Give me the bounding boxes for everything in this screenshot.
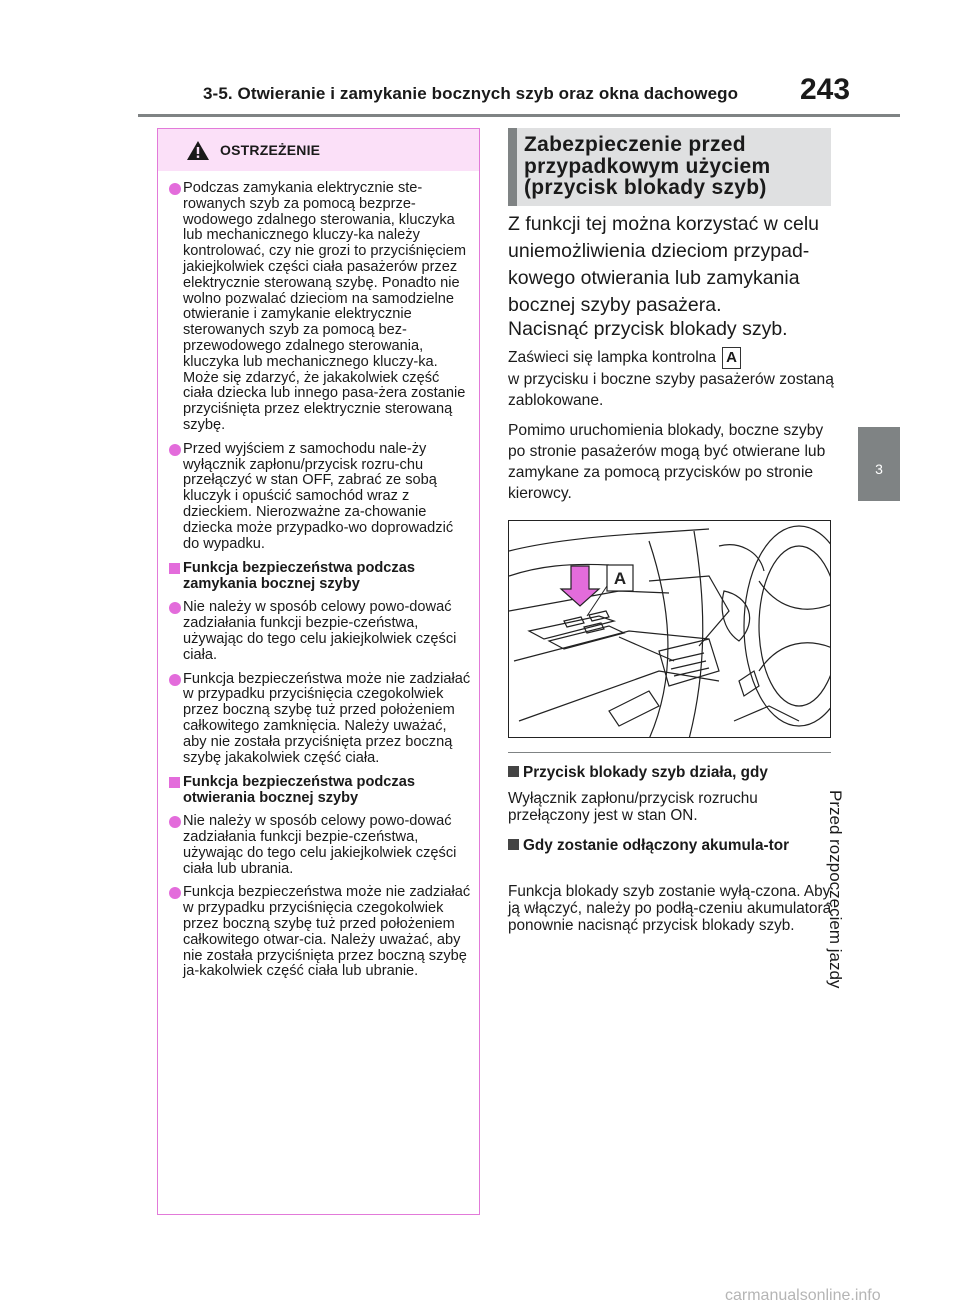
section-heading: Zabezpieczenie przed przypadkowym użyciem (przycisk blokady szyb) [508, 128, 831, 206]
warning-title: OSTRZEŻENIE [220, 142, 321, 158]
warning-item: Przed wyjściem z samochodu nale-ży wyłącznik zapłonu/przycisk rozru-chu przełączyć w stan OFF, zabrać ze sobą kluczyk i opuścić samochód wraz z dzieckiem. Nierozważne za-chowanie dziecka może przypadko-wo doprowadzić do wypadku. [169, 442, 471, 553]
condition-text: Funkcja blokady szyb zostanie wyłą-czona. Aby ją włączyć, należy po podłą-czeniu akumulatora ponownie nacisnąć przycisk blokady szyb. [508, 883, 832, 934]
chapter-tab: 3 [858, 427, 900, 501]
header-title: 3-5. Otwieranie i zamykanie bocznych szyb oraz okna dachowego [203, 84, 739, 103]
page-number: 243 [800, 73, 851, 106]
section-divider [508, 752, 831, 753]
indicator-note [508, 347, 838, 411]
label-a-badge: A [722, 347, 741, 369]
watermark: carmanualsonline.info [725, 1287, 881, 1304]
driver-override-note: Pomimo uruchomienia blokady, boczne szyby po stronie pasażerów mogą być otwierane lub zamykane za pomocą przycisków po stronie kierowcy. [508, 422, 826, 502]
warning-body [158, 171, 479, 980]
warning-item: Nie należy w sposób celowy powo-dować zadziałania funkcji bezpie-czeństwa, używając do tego celu jakiejkolwiek części ciała. [169, 600, 471, 663]
square-bullet-icon [508, 839, 519, 850]
square-bullet-icon [508, 766, 519, 777]
condition-heading: Gdy zostanie odłączony akumula-tor [508, 837, 833, 854]
warning-subheading: Funkcja bezpieczeństwa podczas otwierania bocznej szyby [169, 774, 471, 806]
warning-header [158, 129, 479, 171]
figure-label-a: A [613, 569, 627, 588]
action-step: Nacisnąć przycisk blokady szyb. [508, 318, 788, 340]
warning-triangle-icon [186, 140, 210, 161]
warning-item: Funkcja bezpieczeństwa może nie zadziałać w przypadku przyciśnięcia czegokolwiek przez boczną szybę tuż przed położeniem całkowitego otwar-cia. Należy uważać, aby nie została przyciśnięta przez boczną szybę ja-kakolwiek część ciała lub ubranie. [169, 885, 471, 980]
door-panel-drawing [509, 521, 831, 738]
warning-subheading: Funkcja bezpieczeństwa podczas zamykania bocznej szyby [169, 560, 471, 592]
warning-item: Podczas zamykania elektrycznie ste-rowanych szyb za pomocą bezprze-wodowego zdalnego sterowania, kluczyka lub mechanicznego kluczy-ka należy kontrolować, czy nie grozi to przyciśnięciem jakiejkolwiek części ciała pasażerów przez elektrycznie sterowaną szybę. Ponadto nie wolno pozwalać dzieciom na samodzielne otwieranie i zamykanie elektrycznie sterowanych szyb za pomocą bez-przewodowego zdalnego sterowania, kluczyka lub mechanicznego kluczy-ka. Może się zdarzyć, że jakakolwiek część ciała dziecka lub innego pasa-żera zostanie przyciśnięta przez elektrycznie sterowaną szybę. [169, 181, 471, 434]
window-lock-illustration [508, 520, 831, 738]
header-rule [138, 114, 900, 117]
warning-box [157, 128, 480, 1215]
intro-paragraph: Z funkcji tej można korzystać w celu uniemożliwienia dzieciom przypad-kowego otwierania lub zamykania bocznej szyby pasażera. [508, 213, 820, 316]
chapter-label: Przed rozpoczęciem jazdy [826, 790, 845, 989]
condition-heading: Przycisk blokady szyb działa, gdy [508, 764, 833, 781]
indicator-note-text: Zaświeci się lampka kontrolna [508, 349, 717, 367]
indicator-note-text-2: w przycisku i boczne szyby pasażerów zostaną zablokowane. [508, 371, 834, 409]
condition-text: Wyłącznik zapłonu/przycisk rozruchu przełączony jest w stan ON. [508, 790, 758, 824]
warning-item: Nie należy w sposób celowy powo-dować zadziałania funkcji bezpie-czeństwa, używając do tego celu jakiejkolwiek części ciała lub ubrania. [169, 814, 471, 877]
warning-item: Funkcja bezpieczeństwa może nie zadziałać w przypadku przyciśnięcia czegokolwiek przez boczną szybę tuż przed położeniem całkowitego zamknięcia. Należy uważać, aby nie została przyciśnięta przez boczną szybę jakakolwiek część ciała. [169, 672, 471, 767]
